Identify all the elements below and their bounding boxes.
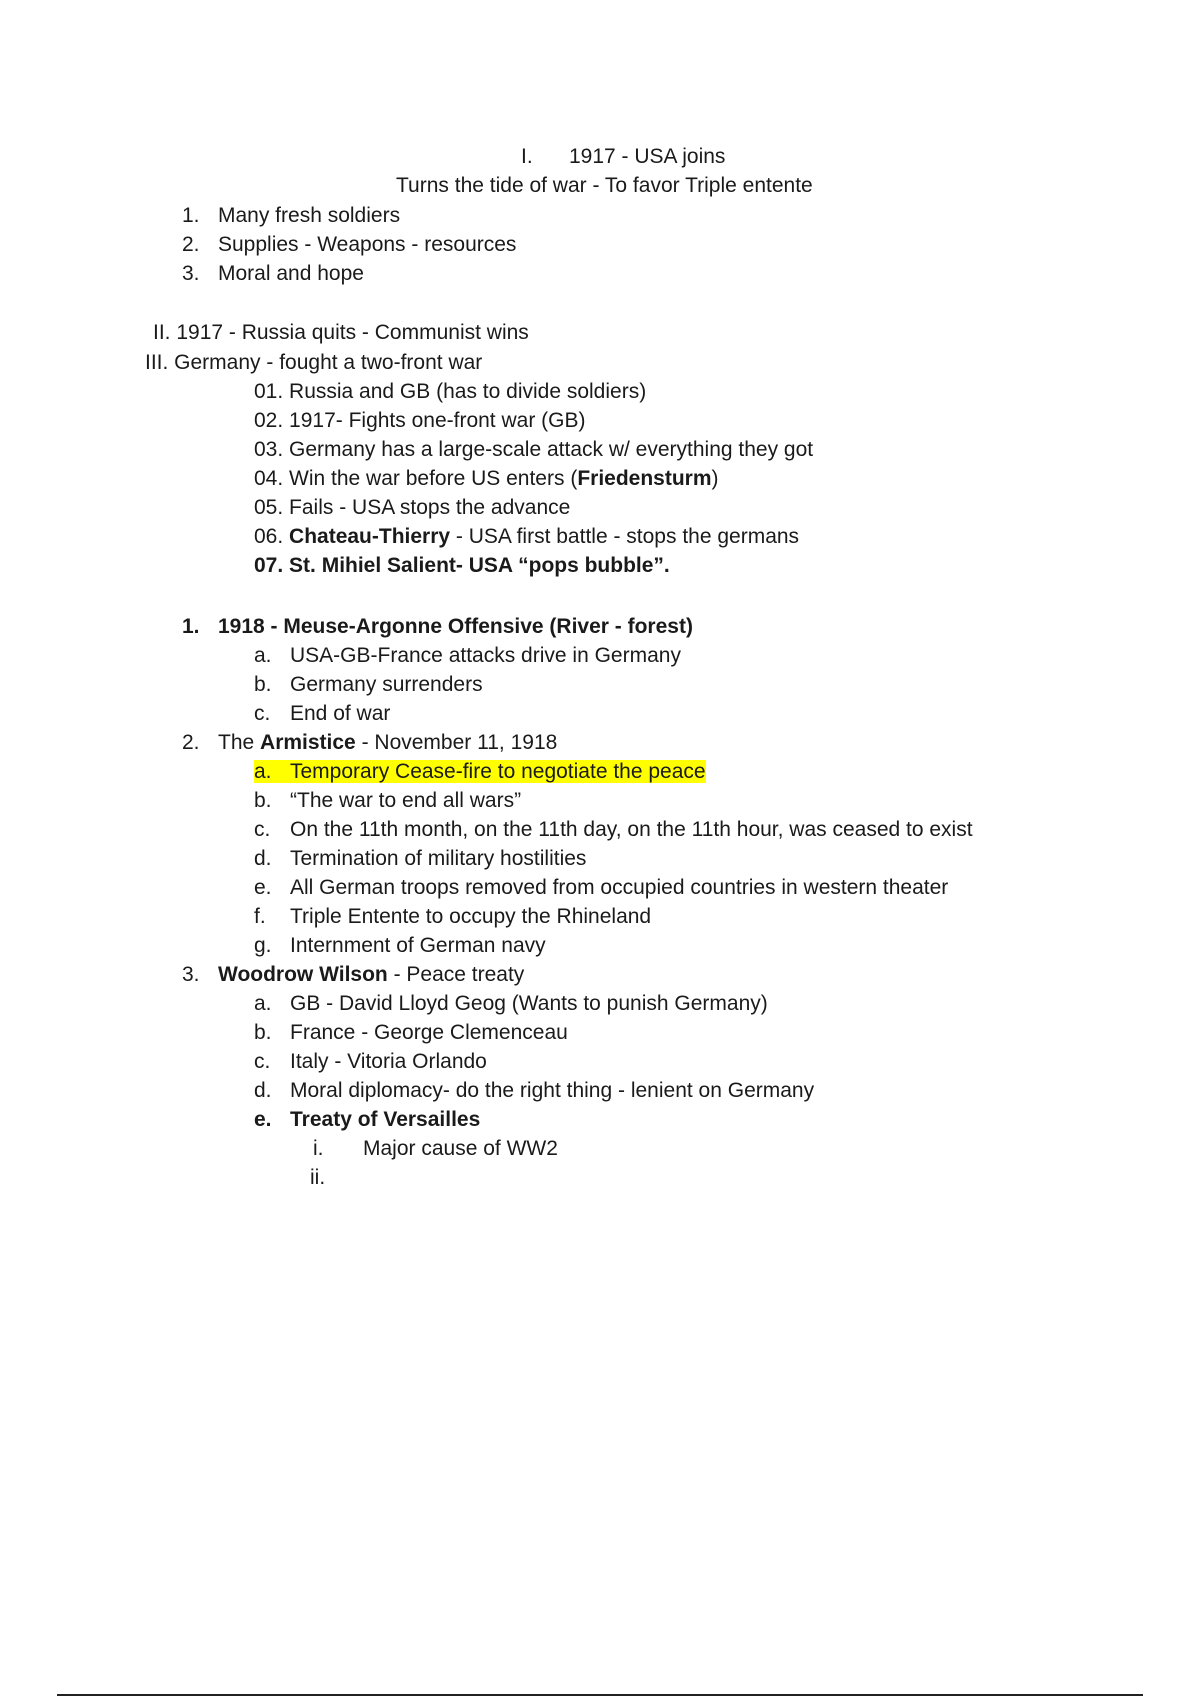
list-text: Triple Entente to occupy the Rhineland [290, 905, 652, 928]
list-text-bold: Chateau-Thierry [289, 525, 451, 548]
list-item [254, 524, 799, 550]
list-item [254, 788, 521, 814]
list-text: - November 11, 1918 [355, 731, 558, 754]
list-item [310, 1165, 360, 1191]
list-text: Many fresh soldiers [218, 204, 401, 227]
list-text: 1918 - Meuse-Argonne Offensive (River - forest) [218, 615, 693, 638]
section-iii-heading: III. Germany - fought a two-front war [145, 351, 483, 374]
list-text: The [218, 731, 261, 754]
list-text: Internment of German navy [290, 934, 546, 957]
list-text: ) [711, 467, 719, 490]
list-item: 05. Fails - USA stops the advance [254, 496, 571, 519]
list-text: Major cause of WW2 [363, 1137, 558, 1160]
list-marker: e. [254, 876, 272, 899]
list-text: All German troops removed from occupied countries in western theater [290, 876, 949, 899]
list-text: 06. [254, 525, 290, 548]
list-item [254, 643, 681, 669]
section-ii-heading: II. 1917 - Russia quits - Communist wins [153, 321, 529, 344]
list-marker: g. [254, 934, 272, 957]
list-marker: a. [254, 644, 272, 667]
list-marker: e. [254, 1108, 272, 1131]
list-item [182, 261, 364, 287]
list-item [254, 817, 973, 843]
list-marker: 1. [182, 204, 200, 227]
list-item [254, 1020, 568, 1046]
list-text-bold: Friedensturm [577, 467, 712, 490]
list-text: Germany surrenders [290, 673, 483, 696]
list-text: - USA first battle - stops the germans [450, 525, 800, 548]
list-item [254, 1107, 480, 1133]
list-text: Termination of military hostilities [290, 847, 587, 870]
list-marker: f. [254, 905, 266, 928]
list-item [254, 1049, 487, 1075]
list-item [254, 904, 651, 930]
outline-item-1 [182, 614, 693, 640]
list-marker: ii. [310, 1166, 326, 1189]
list-item: 01. Russia and GB (has to divide soldiers) [254, 380, 647, 403]
list-text: “The war to end all wars” [290, 789, 522, 812]
list-item [313, 1136, 558, 1162]
list-item [182, 203, 400, 229]
list-item [254, 672, 483, 698]
list-text: 04. Win the war before US enters ( [254, 467, 578, 490]
heading-subtitle: Turns the tide of war - To favor Triple entente [396, 174, 813, 197]
list-text: GB - David Lloyd Geog (Wants to punish Germany) [290, 992, 768, 1015]
list-item [254, 466, 719, 492]
list-text: Temporary Cease-fire to negotiate the peace [290, 760, 706, 783]
list-item [254, 875, 948, 901]
list-item: 07. St. Mihiel Salient- USA “pops bubble”. [254, 554, 670, 577]
list-marker: i. [313, 1137, 324, 1160]
list-marker: c. [254, 1050, 271, 1073]
highlighted-list-item [254, 759, 706, 785]
list-item [254, 991, 768, 1017]
page-bottom-rule [57, 1694, 1143, 1696]
list-marker: a. [254, 760, 272, 783]
list-marker: 2. [182, 731, 200, 754]
list-item [254, 933, 546, 959]
list-marker: 1. [182, 615, 200, 638]
list-item: 03. Germany has a large-scale attack w/ everything they got [254, 438, 814, 461]
heading-numeral: I. [521, 145, 533, 168]
list-text-bold: Woodrow Wilson [218, 963, 388, 986]
list-item: 02. 1917- Fights one-front war (GB) [254, 409, 586, 432]
list-text: Italy - Vitoria Orlando [290, 1050, 487, 1073]
outline-item-2 [182, 730, 557, 756]
list-item [182, 232, 516, 258]
list-marker: 2. [182, 233, 200, 256]
list-text: Moral diplomacy- do the right thing - lenient on Germany [290, 1079, 815, 1102]
list-item [254, 701, 390, 727]
list-text: On the 11th month, on the 11th day, on the 11th hour, was ceased to exist [290, 818, 973, 841]
heading-title: 1917 - USA joins [569, 145, 726, 168]
list-item [254, 846, 586, 872]
list-marker: c. [254, 818, 271, 841]
list-text: France - George Clemenceau [290, 1021, 568, 1044]
list-marker: b. [254, 1021, 272, 1044]
list-text: - Peace treaty [387, 963, 525, 986]
list-text: End of war [290, 702, 391, 725]
list-marker: c. [254, 702, 271, 725]
list-marker: b. [254, 789, 272, 812]
list-item [254, 1078, 814, 1104]
list-marker: 3. [182, 262, 200, 285]
list-marker: a. [254, 992, 272, 1015]
list-marker: d. [254, 1079, 272, 1102]
list-marker: b. [254, 673, 272, 696]
list-text: USA-GB-France attacks drive in Germany [290, 644, 681, 667]
list-text: Moral and hope [218, 262, 364, 285]
list-text: Treaty of Versailles [290, 1108, 481, 1131]
list-marker: d. [254, 847, 272, 870]
list-marker: 3. [182, 963, 200, 986]
outline-item-3 [182, 962, 524, 988]
list-text: Supplies - Weapons - resources [218, 233, 517, 256]
list-text-bold: Armistice [260, 731, 356, 754]
